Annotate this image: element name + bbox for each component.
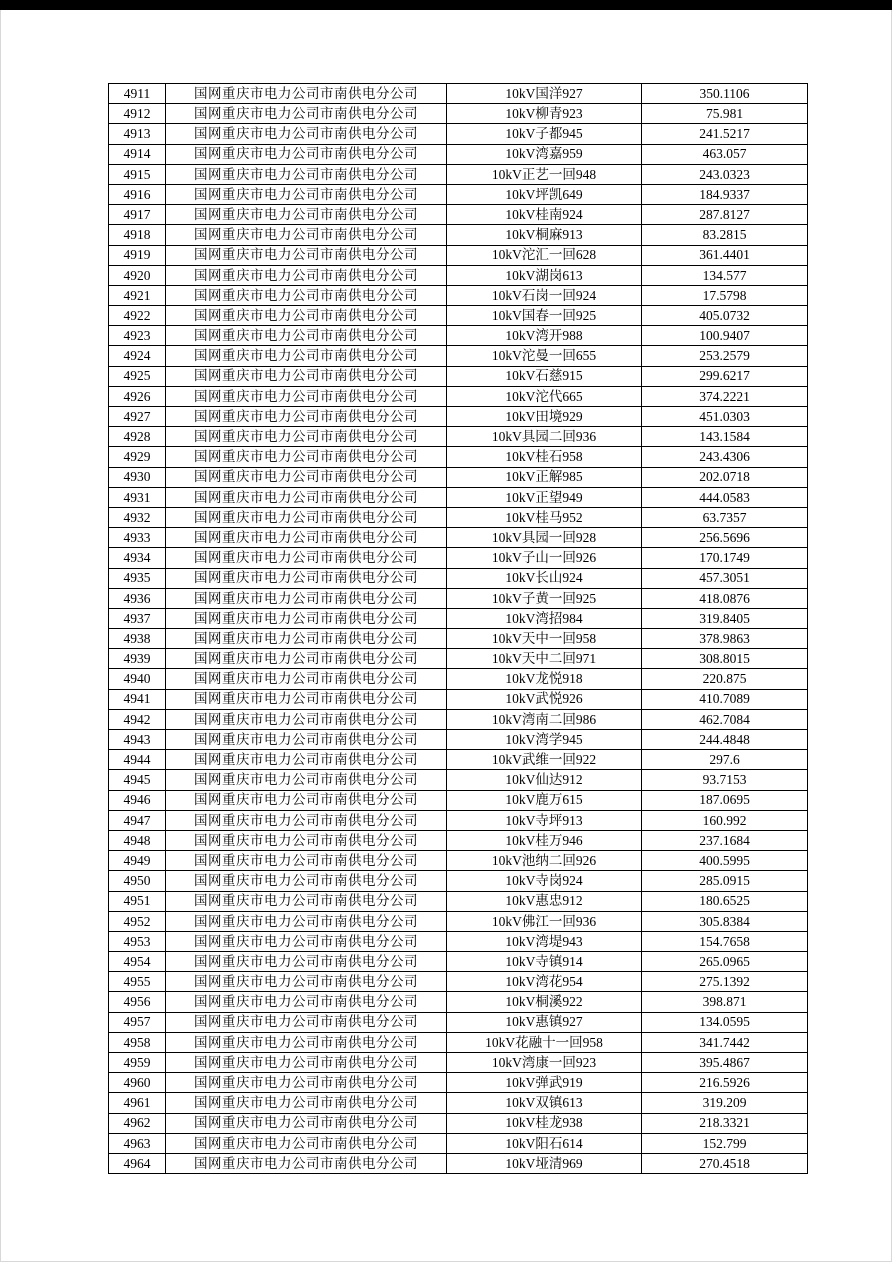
value-cell: 462.7084 <box>642 709 808 729</box>
company-cell: 国网重庆市电力公司市南供电分公司 <box>166 507 447 527</box>
line-name-cell: 10kV湾嘉959 <box>447 144 642 164</box>
value-cell: 160.992 <box>642 810 808 830</box>
value-cell: 287.8127 <box>642 205 808 225</box>
line-name-cell: 10kV阳石614 <box>447 1133 642 1153</box>
row-id-cell: 4949 <box>109 851 166 871</box>
company-cell: 国网重庆市电力公司市南供电分公司 <box>166 830 447 850</box>
value-cell: 374.2221 <box>642 386 808 406</box>
company-cell: 国网重庆市电力公司市南供电分公司 <box>166 588 447 608</box>
table-row <box>109 1113 808 1133</box>
value-cell: 184.9337 <box>642 184 808 204</box>
company-cell: 国网重庆市电力公司市南供电分公司 <box>166 225 447 245</box>
table-row <box>109 507 808 527</box>
row-id-cell: 4913 <box>109 124 166 144</box>
company-cell: 国网重庆市电力公司市南供电分公司 <box>166 407 447 427</box>
company-cell: 国网重庆市电力公司市南供电分公司 <box>166 1153 447 1173</box>
line-name-cell: 10kV鹿万615 <box>447 790 642 810</box>
table-row <box>109 1073 808 1093</box>
row-id-cell: 4933 <box>109 528 166 548</box>
value-cell: 216.5926 <box>642 1073 808 1093</box>
row-id-cell: 4942 <box>109 709 166 729</box>
company-cell: 国网重庆市电力公司市南供电分公司 <box>166 528 447 548</box>
value-cell: 361.4401 <box>642 245 808 265</box>
row-id-cell: 4943 <box>109 730 166 750</box>
value-cell: 134.0595 <box>642 1012 808 1032</box>
table-row <box>109 1012 808 1032</box>
row-id-cell: 4922 <box>109 306 166 326</box>
row-id-cell: 4921 <box>109 285 166 305</box>
company-cell: 国网重庆市电力公司市南供电分公司 <box>166 285 447 305</box>
value-cell: 134.577 <box>642 265 808 285</box>
company-cell: 国网重庆市电力公司市南供电分公司 <box>166 730 447 750</box>
row-id-cell: 4946 <box>109 790 166 810</box>
table-row <box>109 709 808 729</box>
table-row <box>109 144 808 164</box>
table-row <box>109 467 808 487</box>
line-name-cell: 10kV坪凯649 <box>447 184 642 204</box>
table-row <box>109 265 808 285</box>
row-id-cell: 4945 <box>109 770 166 790</box>
row-id-cell: 4958 <box>109 1032 166 1052</box>
value-cell: 63.7357 <box>642 507 808 527</box>
table-row <box>109 366 808 386</box>
row-id-cell: 4935 <box>109 568 166 588</box>
row-id-cell: 4936 <box>109 588 166 608</box>
value-cell: 308.8015 <box>642 649 808 669</box>
table-row <box>109 1053 808 1073</box>
company-cell: 国网重庆市电力公司市南供电分公司 <box>166 1012 447 1032</box>
value-cell: 395.4867 <box>642 1053 808 1073</box>
row-id-cell: 4944 <box>109 750 166 770</box>
table-row <box>109 689 808 709</box>
table-row <box>109 205 808 225</box>
value-cell: 244.4848 <box>642 730 808 750</box>
row-id-cell: 4963 <box>109 1133 166 1153</box>
line-name-cell: 10kV正望949 <box>447 487 642 507</box>
value-cell: 285.0915 <box>642 871 808 891</box>
company-cell: 国网重庆市电力公司市南供电分公司 <box>166 427 447 447</box>
value-cell: 451.0303 <box>642 407 808 427</box>
company-cell: 国网重庆市电力公司市南供电分公司 <box>166 124 447 144</box>
table-row <box>109 346 808 366</box>
company-cell: 国网重庆市电力公司市南供电分公司 <box>166 1073 447 1093</box>
line-name-cell: 10kV国春一回925 <box>447 306 642 326</box>
line-name-cell: 10kV湾花954 <box>447 972 642 992</box>
value-cell: 444.0583 <box>642 487 808 507</box>
line-name-cell: 10kV寺镇914 <box>447 952 642 972</box>
row-id-cell: 4924 <box>109 346 166 366</box>
company-cell: 国网重庆市电力公司市南供电分公司 <box>166 306 447 326</box>
value-cell: 152.799 <box>642 1133 808 1153</box>
value-cell: 220.875 <box>642 669 808 689</box>
line-name-cell: 10kV湾开988 <box>447 326 642 346</box>
value-cell: 418.0876 <box>642 588 808 608</box>
company-cell: 国网重庆市电力公司市南供电分公司 <box>166 326 447 346</box>
value-cell: 187.0695 <box>642 790 808 810</box>
line-name-cell: 10kV仙达912 <box>447 770 642 790</box>
company-cell: 国网重庆市电力公司市南供电分公司 <box>166 1053 447 1073</box>
table-row <box>109 851 808 871</box>
value-cell: 243.0323 <box>642 164 808 184</box>
row-id-cell: 4931 <box>109 487 166 507</box>
row-id-cell: 4926 <box>109 386 166 406</box>
value-cell: 457.3051 <box>642 568 808 588</box>
value-cell: 319.8405 <box>642 608 808 628</box>
line-name-cell: 10kV池纳二回926 <box>447 851 642 871</box>
line-name-cell: 10kV武维一回922 <box>447 750 642 770</box>
value-cell: 275.1392 <box>642 972 808 992</box>
row-id-cell: 4917 <box>109 205 166 225</box>
table-row <box>109 911 808 931</box>
line-name-cell: 10kV佛江一回936 <box>447 911 642 931</box>
row-id-cell: 4939 <box>109 649 166 669</box>
top-bar <box>0 0 892 10</box>
company-cell: 国网重庆市电力公司市南供电分公司 <box>166 891 447 911</box>
value-cell: 410.7089 <box>642 689 808 709</box>
table-row <box>109 427 808 447</box>
row-id-cell: 4925 <box>109 366 166 386</box>
value-cell: 378.9863 <box>642 629 808 649</box>
company-cell: 国网重庆市电力公司市南供电分公司 <box>166 1113 447 1133</box>
line-name-cell: 10kV惠镇927 <box>447 1012 642 1032</box>
table-row <box>109 568 808 588</box>
row-id-cell: 4959 <box>109 1053 166 1073</box>
table-row <box>109 608 808 628</box>
row-id-cell: 4940 <box>109 669 166 689</box>
company-cell: 国网重庆市电力公司市南供电分公司 <box>166 346 447 366</box>
value-cell: 405.0732 <box>642 306 808 326</box>
line-name-cell: 10kV具园一回928 <box>447 528 642 548</box>
row-id-cell: 4947 <box>109 810 166 830</box>
table-row <box>109 104 808 124</box>
value-cell: 341.7442 <box>642 1032 808 1052</box>
company-cell: 国网重庆市电力公司市南供电分公司 <box>166 931 447 951</box>
company-cell: 国网重庆市电力公司市南供电分公司 <box>166 568 447 588</box>
value-cell: 100.9407 <box>642 326 808 346</box>
company-cell: 国网重庆市电力公司市南供电分公司 <box>166 184 447 204</box>
table-row <box>109 1153 808 1173</box>
company-cell: 国网重庆市电力公司市南供电分公司 <box>166 164 447 184</box>
value-cell: 270.4518 <box>642 1153 808 1173</box>
value-cell: 143.1584 <box>642 427 808 447</box>
line-name-cell: 10kV子山一回926 <box>447 548 642 568</box>
value-cell: 83.2815 <box>642 225 808 245</box>
company-cell: 国网重庆市电力公司市南供电分公司 <box>166 911 447 931</box>
row-id-cell: 4920 <box>109 265 166 285</box>
table-row <box>109 931 808 951</box>
row-id-cell: 4950 <box>109 871 166 891</box>
row-id-cell: 4960 <box>109 1073 166 1093</box>
company-cell: 国网重庆市电力公司市南供电分公司 <box>166 669 447 689</box>
table-row <box>109 386 808 406</box>
line-name-cell: 10kV具园二回936 <box>447 427 642 447</box>
table-row <box>109 528 808 548</box>
table-row <box>109 871 808 891</box>
value-cell: 299.6217 <box>642 366 808 386</box>
row-id-cell: 4954 <box>109 952 166 972</box>
company-cell: 国网重庆市电力公司市南供电分公司 <box>166 608 447 628</box>
value-cell: 17.5798 <box>642 285 808 305</box>
row-id-cell: 4962 <box>109 1113 166 1133</box>
table-row <box>109 84 808 104</box>
row-id-cell: 4919 <box>109 245 166 265</box>
line-name-cell: 10kV湾堤943 <box>447 931 642 951</box>
table-row <box>109 810 808 830</box>
table-row <box>109 992 808 1012</box>
table-row <box>109 447 808 467</box>
line-name-cell: 10kV正解985 <box>447 467 642 487</box>
row-id-cell: 4951 <box>109 891 166 911</box>
line-name-cell: 10kV湾学945 <box>447 730 642 750</box>
row-id-cell: 4928 <box>109 427 166 447</box>
value-cell: 350.1106 <box>642 84 808 104</box>
company-cell: 国网重庆市电力公司市南供电分公司 <box>166 810 447 830</box>
line-name-cell: 10kV湖岗613 <box>447 265 642 285</box>
value-cell: 256.5696 <box>642 528 808 548</box>
power-line-table <box>108 83 808 1174</box>
table-row <box>109 1093 808 1113</box>
value-cell: 319.209 <box>642 1093 808 1113</box>
line-name-cell: 10kV桂万946 <box>447 830 642 850</box>
line-name-cell: 10kV沱汇一回628 <box>447 245 642 265</box>
value-cell: 202.0718 <box>642 467 808 487</box>
line-name-cell: 10kV子黄一回925 <box>447 588 642 608</box>
company-cell: 国网重庆市电力公司市南供电分公司 <box>166 992 447 1012</box>
value-cell: 305.8384 <box>642 911 808 931</box>
table-row <box>109 629 808 649</box>
row-id-cell: 4916 <box>109 184 166 204</box>
line-name-cell: 10kV石慈915 <box>447 366 642 386</box>
line-name-cell: 10kV田境929 <box>447 407 642 427</box>
value-cell: 398.871 <box>642 992 808 1012</box>
table-row <box>109 891 808 911</box>
value-cell: 243.4306 <box>642 447 808 467</box>
company-cell: 国网重庆市电力公司市南供电分公司 <box>166 689 447 709</box>
company-cell: 国网重庆市电力公司市南供电分公司 <box>166 144 447 164</box>
line-name-cell: 10kV天中一回958 <box>447 629 642 649</box>
table-row <box>109 1032 808 1052</box>
row-id-cell: 4937 <box>109 608 166 628</box>
line-name-cell: 10kV武悦926 <box>447 689 642 709</box>
company-cell: 国网重庆市电力公司市南供电分公司 <box>166 709 447 729</box>
company-cell: 国网重庆市电力公司市南供电分公司 <box>166 245 447 265</box>
line-name-cell: 10kV寺坪913 <box>447 810 642 830</box>
company-cell: 国网重庆市电力公司市南供电分公司 <box>166 750 447 770</box>
row-id-cell: 4929 <box>109 447 166 467</box>
company-cell: 国网重庆市电力公司市南供电分公司 <box>166 871 447 891</box>
row-id-cell: 4941 <box>109 689 166 709</box>
value-cell: 93.7153 <box>642 770 808 790</box>
value-cell: 463.057 <box>642 144 808 164</box>
value-cell: 400.5995 <box>642 851 808 871</box>
company-cell: 国网重庆市电力公司市南供电分公司 <box>166 790 447 810</box>
table-row <box>109 952 808 972</box>
row-id-cell: 4911 <box>109 84 166 104</box>
value-cell: 218.3321 <box>642 1113 808 1133</box>
table-row <box>109 245 808 265</box>
line-name-cell: 10kV正艺一回948 <box>447 164 642 184</box>
row-id-cell: 4952 <box>109 911 166 931</box>
value-cell: 170.1749 <box>642 548 808 568</box>
line-name-cell: 10kV桐溪922 <box>447 992 642 1012</box>
company-cell: 国网重庆市电力公司市南供电分公司 <box>166 952 447 972</box>
value-cell: 237.1684 <box>642 830 808 850</box>
table-row <box>109 790 808 810</box>
line-name-cell: 10kV桐麻913 <box>447 225 642 245</box>
row-id-cell: 4918 <box>109 225 166 245</box>
row-id-cell: 4927 <box>109 407 166 427</box>
row-id-cell: 4955 <box>109 972 166 992</box>
row-id-cell: 4938 <box>109 629 166 649</box>
company-cell: 国网重庆市电力公司市南供电分公司 <box>166 205 447 225</box>
row-id-cell: 4912 <box>109 104 166 124</box>
row-id-cell: 4932 <box>109 507 166 527</box>
company-cell: 国网重庆市电力公司市南供电分公司 <box>166 104 447 124</box>
table-row <box>109 730 808 750</box>
value-cell: 253.2579 <box>642 346 808 366</box>
line-name-cell: 10kV湾招984 <box>447 608 642 628</box>
line-name-cell: 10kV湾康一回923 <box>447 1053 642 1073</box>
company-cell: 国网重庆市电力公司市南供电分公司 <box>166 265 447 285</box>
company-cell: 国网重庆市电力公司市南供电分公司 <box>166 770 447 790</box>
row-id-cell: 4956 <box>109 992 166 1012</box>
table-row <box>109 487 808 507</box>
company-cell: 国网重庆市电力公司市南供电分公司 <box>166 366 447 386</box>
table-row <box>109 830 808 850</box>
table-row <box>109 306 808 326</box>
company-cell: 国网重庆市电力公司市南供电分公司 <box>166 386 447 406</box>
row-id-cell: 4915 <box>109 164 166 184</box>
row-id-cell: 4948 <box>109 830 166 850</box>
value-cell: 154.7658 <box>642 931 808 951</box>
company-cell: 国网重庆市电力公司市南供电分公司 <box>166 548 447 568</box>
table-row <box>109 972 808 992</box>
value-cell: 241.5217 <box>642 124 808 144</box>
line-name-cell: 10kV子都945 <box>447 124 642 144</box>
row-id-cell: 4957 <box>109 1012 166 1032</box>
line-name-cell: 10kV沱曼一回655 <box>447 346 642 366</box>
table-row <box>109 1133 808 1153</box>
value-cell: 265.0965 <box>642 952 808 972</box>
table-row <box>109 326 808 346</box>
company-cell: 国网重庆市电力公司市南供电分公司 <box>166 1133 447 1153</box>
row-id-cell: 4923 <box>109 326 166 346</box>
row-id-cell: 4930 <box>109 467 166 487</box>
table-body <box>109 84 808 1174</box>
row-id-cell: 4914 <box>109 144 166 164</box>
line-name-cell: 10kV国洋927 <box>447 84 642 104</box>
company-cell: 国网重庆市电力公司市南供电分公司 <box>166 1093 447 1113</box>
company-cell: 国网重庆市电力公司市南供电分公司 <box>166 629 447 649</box>
line-name-cell: 10kV桂石958 <box>447 447 642 467</box>
table-row <box>109 164 808 184</box>
table-row <box>109 548 808 568</box>
line-name-cell: 10kV弹武919 <box>447 1073 642 1093</box>
value-cell: 75.981 <box>642 104 808 124</box>
company-cell: 国网重庆市电力公司市南供电分公司 <box>166 84 447 104</box>
company-cell: 国网重庆市电力公司市南供电分公司 <box>166 447 447 467</box>
line-name-cell: 10kV湾南二回986 <box>447 709 642 729</box>
row-id-cell: 4964 <box>109 1153 166 1173</box>
line-name-cell: 10kV花融十一回958 <box>447 1032 642 1052</box>
line-name-cell: 10kV寺岗924 <box>447 871 642 891</box>
line-name-cell: 10kV垭清969 <box>447 1153 642 1173</box>
company-cell: 国网重庆市电力公司市南供电分公司 <box>166 1032 447 1052</box>
line-name-cell: 10kV沱代665 <box>447 386 642 406</box>
line-name-cell: 10kV桂南924 <box>447 205 642 225</box>
line-name-cell: 10kV桂龙938 <box>447 1113 642 1133</box>
table-row <box>109 407 808 427</box>
line-name-cell: 10kV双镇613 <box>447 1093 642 1113</box>
company-cell: 国网重庆市电力公司市南供电分公司 <box>166 972 447 992</box>
table-row <box>109 124 808 144</box>
value-cell: 180.6525 <box>642 891 808 911</box>
table-row <box>109 184 808 204</box>
table-row <box>109 770 808 790</box>
line-name-cell: 10kV桂马952 <box>447 507 642 527</box>
line-name-cell: 10kV长山924 <box>447 568 642 588</box>
line-name-cell: 10kV惠忠912 <box>447 891 642 911</box>
table-row <box>109 649 808 669</box>
table-row <box>109 588 808 608</box>
value-cell: 297.6 <box>642 750 808 770</box>
company-cell: 国网重庆市电力公司市南供电分公司 <box>166 851 447 871</box>
company-cell: 国网重庆市电力公司市南供电分公司 <box>166 487 447 507</box>
table-row <box>109 285 808 305</box>
row-id-cell: 4934 <box>109 548 166 568</box>
line-name-cell: 10kV天中二回971 <box>447 649 642 669</box>
table-row <box>109 225 808 245</box>
line-name-cell: 10kV龙悦918 <box>447 669 642 689</box>
row-id-cell: 4953 <box>109 931 166 951</box>
line-name-cell: 10kV柳青923 <box>447 104 642 124</box>
row-id-cell: 4961 <box>109 1093 166 1113</box>
table-row <box>109 750 808 770</box>
company-cell: 国网重庆市电力公司市南供电分公司 <box>166 649 447 669</box>
table-row <box>109 669 808 689</box>
line-name-cell: 10kV石岗一回924 <box>447 285 642 305</box>
company-cell: 国网重庆市电力公司市南供电分公司 <box>166 467 447 487</box>
